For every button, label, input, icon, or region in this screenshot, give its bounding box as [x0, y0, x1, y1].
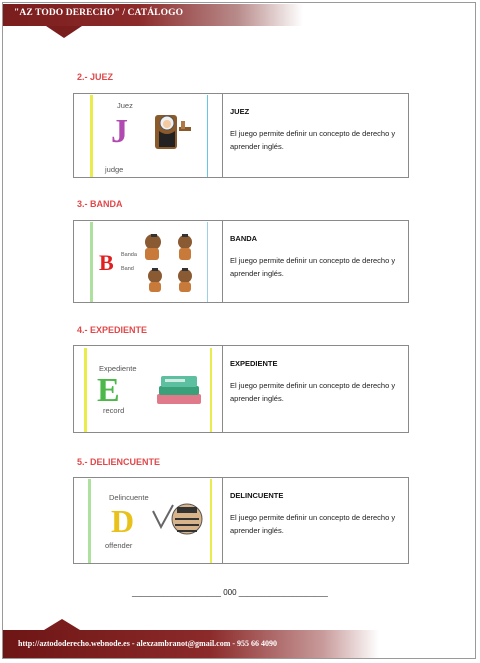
- section-title-juez: 2.- JUEZ: [77, 72, 114, 82]
- card-description: El juego permite definir un concepto de derecho y aprender inglés.: [230, 381, 396, 403]
- header-ribbon-tab: [46, 26, 82, 38]
- card-divider: [222, 221, 223, 302]
- catalog-card-banda: [73, 220, 409, 303]
- card-letter: J: [111, 113, 128, 150]
- card-letter: E: [97, 372, 120, 409]
- card-letter: D: [111, 503, 135, 539]
- card-image-delincuente: [88, 479, 212, 563]
- card-word-spanish: Juez: [117, 101, 133, 110]
- catalog-card-juez: [73, 93, 409, 178]
- card-image-banda: [90, 222, 208, 302]
- card-title: BANDA: [230, 234, 258, 243]
- card-word-english: record: [103, 406, 125, 415]
- catalog-card-expediente: [73, 345, 409, 433]
- record-books-icon: [155, 372, 203, 408]
- card-title: DELINCUENTE: [230, 491, 284, 500]
- card-word-english: Band: [121, 266, 134, 272]
- card-description: El juego permite definir un concepto de derecho y aprender inglés.: [230, 256, 396, 278]
- card-word-spanish: Banda: [121, 252, 137, 258]
- card-word-spanish: Expediente: [99, 364, 137, 373]
- card-title: JUEZ: [230, 107, 250, 116]
- card-divider: [222, 478, 223, 563]
- offender-illustration-icon: [151, 499, 203, 539]
- footer-contact: http://aztododerecho.webnode.es - alexzambranot@gmail.com - 955 66 4090: [18, 639, 278, 648]
- card-image-juez: [90, 95, 208, 177]
- header-title: "AZ TODO DERECHO" / CATÁLOGO: [14, 8, 184, 18]
- card-word-english: offender: [105, 541, 133, 550]
- card-word-english: judge: [105, 165, 124, 174]
- section-title-delincuente: 5.- DELIENCUENTE: [77, 457, 161, 467]
- section-title-expediente: 4.- EXPEDIENTE: [77, 325, 148, 335]
- card-description: El juego permite definir un concepto de derecho y aprender inglés.: [230, 513, 396, 535]
- card-image-expediente: [84, 348, 212, 432]
- card-divider: [222, 94, 223, 177]
- page-number: ____________________ 000 ____________________: [132, 588, 328, 597]
- band-illustration-icon: [141, 230, 201, 294]
- card-divider: [222, 346, 223, 432]
- catalog-card-delincuente: [73, 477, 409, 564]
- card-word-spanish: Delincuente: [109, 493, 149, 502]
- judge-illustration-icon: [149, 107, 195, 155]
- footer-ribbon-tab: [44, 619, 80, 630]
- card-letter: B: [99, 250, 114, 275]
- card-title: EXPEDIENTE: [230, 359, 278, 368]
- section-title-banda: 3.- BANDA: [77, 199, 123, 209]
- card-description: El juego permite definir un concepto de derecho y aprender inglés.: [230, 129, 396, 151]
